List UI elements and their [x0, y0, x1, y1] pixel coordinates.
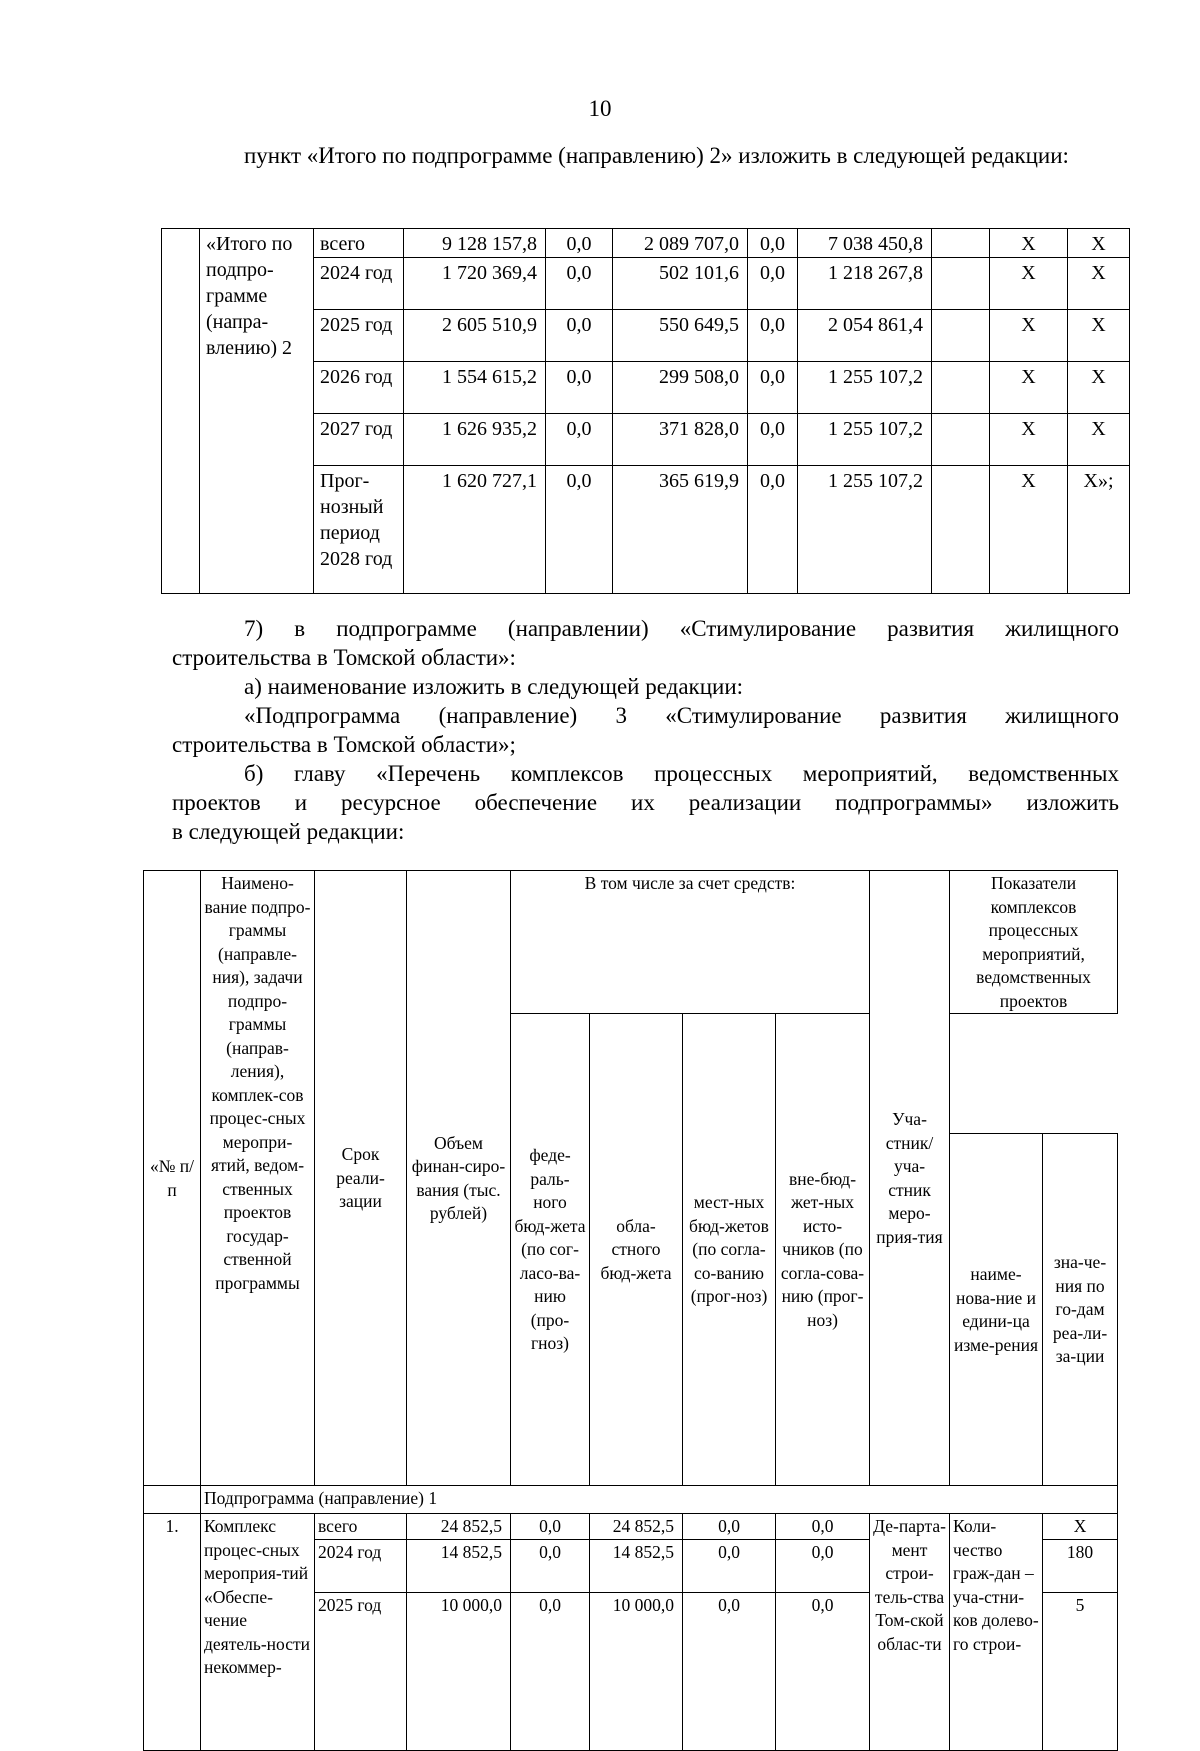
item7-b-line2: проектов и ресурсное обеспечение их реализации подпрограммы» изложить: [172, 790, 1119, 815]
extra-cell: 1 255 107,2: [798, 362, 932, 414]
total-cell: 1 720 369,4: [404, 258, 546, 310]
x-cell: Х: [990, 466, 1068, 594]
section-row: [144, 1486, 1118, 1514]
measures-table: [143, 870, 1118, 1751]
period-cell: Прог-нозный период 2028 год: [314, 466, 404, 594]
indicator-value-cell: 180: [1043, 1539, 1118, 1592]
subprogram-total-table: [161, 228, 1130, 594]
period-cell: 2024 год: [314, 258, 404, 310]
header-row: [144, 871, 1118, 1014]
extra-cell: 0,0: [776, 1514, 870, 1540]
federal-cell: 0,0: [511, 1514, 590, 1540]
x-cell: Х: [990, 310, 1068, 362]
extra-cell: 1 255 107,2: [798, 466, 932, 594]
regional-cell: 502 101,6: [613, 258, 748, 310]
federal-cell: 0,0: [546, 310, 613, 362]
period-cell: 2025 год: [314, 310, 404, 362]
item7-line2: строительства в Томской области»:: [172, 645, 516, 670]
empty-cell: [162, 229, 200, 594]
federal-cell: 0,0: [511, 1592, 590, 1750]
empty-cell: [144, 1486, 201, 1514]
local-cell: 0,0: [748, 310, 798, 362]
indicator-value-cell: Х: [1043, 1514, 1118, 1540]
empty-cell: [932, 310, 990, 362]
extra-cell: 2 054 861,4: [798, 310, 932, 362]
indicator-name-cell: Коли-чество граж-дан – уча-стни-ков долево-го строи-: [950, 1514, 1043, 1751]
item7-a: а) наименование изложить в следующей редакции:: [244, 674, 744, 699]
regional-cell: 10 000,0: [590, 1592, 683, 1750]
x-cell: Х: [1068, 310, 1130, 362]
federal-cell: 0,0: [546, 258, 613, 310]
item7-b-line3: в следующей редакции:: [172, 819, 405, 844]
item7-quote-line2: строительства в Томской области»;: [172, 732, 516, 757]
federal-cell: 0,0: [511, 1539, 590, 1592]
total-cell: 1 620 727,1: [404, 466, 546, 594]
regional-cell: 299 508,0: [613, 362, 748, 414]
local-cell: 0,0: [748, 258, 798, 310]
item-name: Комплекс процес-сных мероприя-тий «Обеспе-чение деятель-ности некоммер-: [201, 1514, 315, 1751]
federal-cell: 0,0: [546, 466, 613, 594]
regional-cell: 14 852,5: [590, 1539, 683, 1592]
period-cell: 2027 год: [314, 414, 404, 466]
federal-cell: 0,0: [546, 414, 613, 466]
x-cell: Х: [1068, 414, 1130, 466]
x-cell: Х»;: [1068, 466, 1130, 594]
empty-cell: [932, 258, 990, 310]
header-participant: Уча-стник/ уча-стник меро-прия-тия: [870, 871, 950, 1486]
total-cell: 10 000,0: [407, 1592, 511, 1750]
period-cell: 2026 год: [314, 362, 404, 414]
header-regional: обла-стного бюд-жета: [590, 1014, 683, 1486]
item7-line1: 7) в подпрограмме (направлении) «Стимулирование развития жилищного: [244, 616, 1119, 641]
item7-b-line1: б) главу «Перечень комплексов процессных мероприятий, ведомственных: [244, 761, 1119, 786]
header-extra: вне-бюд-жет-ных исто-чников (по согла-сова-нию (прог-ноз): [776, 1014, 870, 1486]
local-cell: 0,0: [748, 414, 798, 466]
federal-cell: 0,0: [546, 229, 613, 258]
local-cell: 0,0: [748, 362, 798, 414]
header-indicator-values: зна-че-ния по го-дам реа-ли-за-ции: [1043, 1134, 1118, 1486]
local-cell: 0,0: [748, 466, 798, 594]
regional-cell: 24 852,5: [590, 1514, 683, 1540]
extra-cell: 0,0: [776, 1539, 870, 1592]
extra-cell: 1 255 107,2: [798, 414, 932, 466]
local-cell: 0,0: [683, 1539, 776, 1592]
table-row: [162, 229, 1130, 258]
total-cell: 9 128 157,8: [404, 229, 546, 258]
total-cell: 1 554 615,2: [404, 362, 546, 414]
x-cell: Х: [1068, 362, 1130, 414]
x-cell: Х: [1068, 229, 1130, 258]
header-indicator-name: наиме-нова-ние и едини-ца изме-рения: [950, 1134, 1043, 1486]
local-cell: 0,0: [683, 1514, 776, 1540]
total-cell: 1 626 935,2: [404, 414, 546, 466]
header-federal: феде-раль-ного бюд-жета (по сог-ласо-ва-нию (про-гноз): [511, 1014, 590, 1486]
header-num: «№ п/п: [144, 871, 201, 1486]
x-cell: Х: [990, 362, 1068, 414]
header-local: мест-ных бюд-жетов (по согла-со-ванию (прог-ноз): [683, 1014, 776, 1486]
regional-cell: 550 649,5: [613, 310, 748, 362]
period-cell: всего: [314, 229, 404, 258]
period-cell: всего: [315, 1514, 407, 1540]
participant-cell: Де-парта-мент строи-тель-ства Том-ской облас-ти: [870, 1514, 950, 1751]
indicator-value-cell: 5: [1043, 1592, 1118, 1750]
local-cell: 0,0: [748, 229, 798, 258]
regional-cell: 2 089 707,0: [613, 229, 748, 258]
total-cell: 2 605 510,9: [404, 310, 546, 362]
table-row: [144, 1514, 1118, 1540]
period-cell: 2024 год: [315, 1539, 407, 1592]
header-volume: Объем финан-сиро-вания (тыс. рублей): [407, 871, 511, 1486]
total-label: «Итого по подпро-грамме (напра-влению) 2: [200, 229, 314, 594]
empty-cell: [932, 362, 990, 414]
total-cell: 14 852,5: [407, 1539, 511, 1592]
extra-cell: 1 218 267,8: [798, 258, 932, 310]
empty-cell: [932, 466, 990, 594]
period-cell: 2025 год: [315, 1592, 407, 1750]
local-cell: 0,0: [683, 1592, 776, 1750]
header-indicators: Показатели комплексов процессных мероприятий, ведомственных проектов: [950, 871, 1118, 1014]
empty-cell: [932, 414, 990, 466]
page-number: 10: [588, 96, 612, 121]
section-title: Подпрограмма (направление) 1: [201, 1486, 1118, 1514]
intro-paragraph: пункт «Итого по подпрограмме (направлению) 2» изложить в следующей редакции:: [244, 143, 1069, 168]
regional-cell: 365 619,9: [613, 466, 748, 594]
item7-quote-line1: «Подпрограмма (направление) 3 «Стимулирование развития жилищного: [244, 703, 1119, 728]
extra-cell: 7 038 450,8: [798, 229, 932, 258]
extra-cell: 0,0: [776, 1592, 870, 1750]
header-term: Срок реали-зации: [315, 871, 407, 1486]
item-num: 1.: [144, 1514, 201, 1751]
header-name: Наимено-вание подпро-граммы (направле-ния), задачи подпро-граммы (направ-ления), комплек-сов процес-сных меропри-ятий, ведом-ственных проектов государ-ственной программы: [201, 871, 315, 1486]
x-cell: Х: [1068, 258, 1130, 310]
x-cell: Х: [990, 258, 1068, 310]
x-cell: Х: [990, 229, 1068, 258]
total-cell: 24 852,5: [407, 1514, 511, 1540]
regional-cell: 371 828,0: [613, 414, 748, 466]
x-cell: Х: [990, 414, 1068, 466]
header-including: В том числе за счет средств:: [511, 871, 870, 1014]
federal-cell: 0,0: [546, 362, 613, 414]
empty-cell: [932, 229, 990, 258]
